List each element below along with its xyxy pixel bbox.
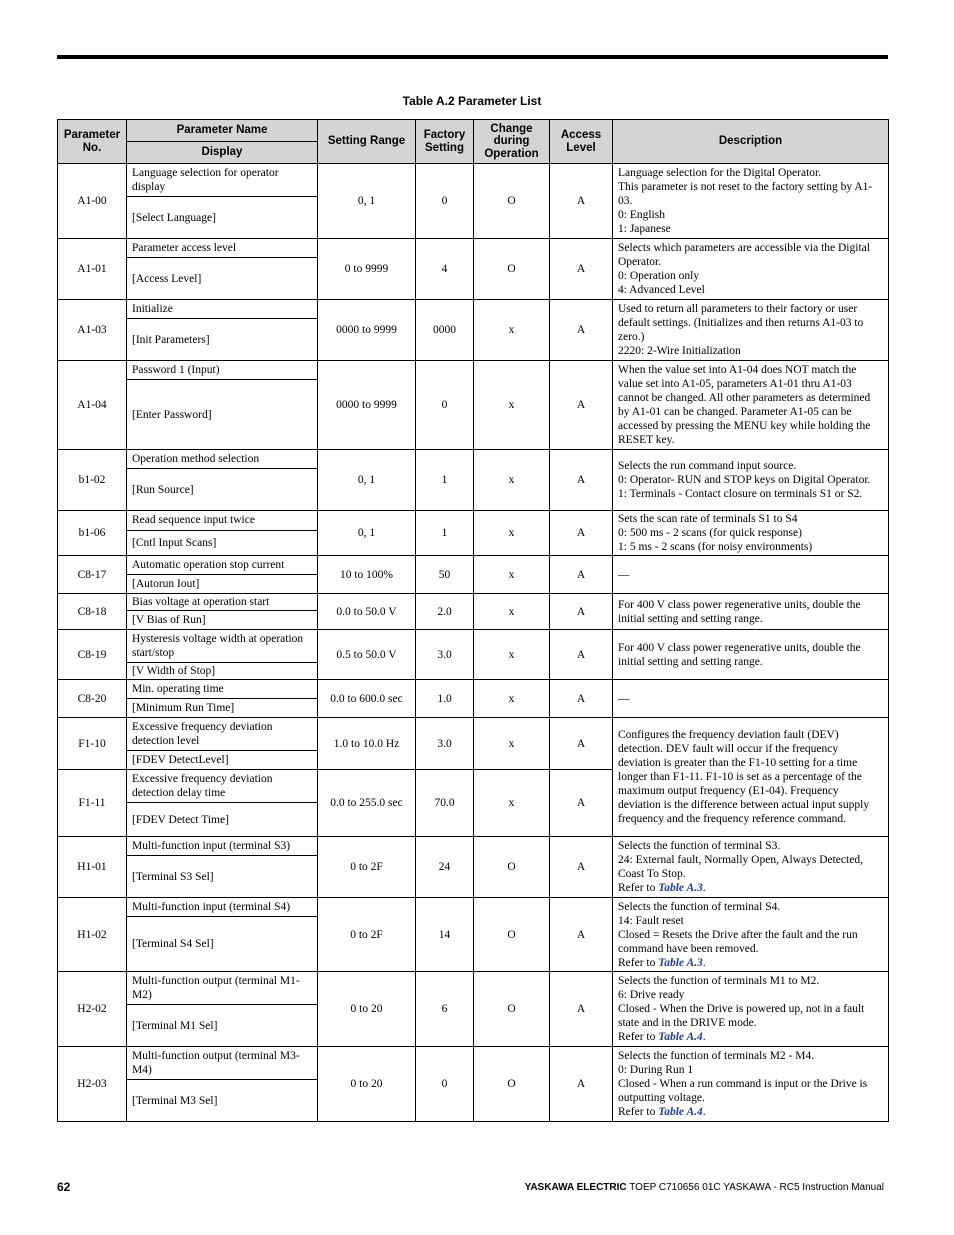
description-line: Selects the function of terminal S4. — [618, 900, 781, 913]
change-during-operation: x — [474, 680, 550, 718]
param-name: Initialize — [127, 300, 318, 319]
param-no: b1-06 — [58, 511, 127, 556]
factory-setting: 1.0 — [416, 680, 474, 718]
description-line: 4: Advanced Level — [618, 284, 705, 296]
change-during-operation: O — [474, 898, 550, 972]
table-title: Table A.2 Parameter List — [402, 94, 542, 108]
access-level: A — [550, 680, 613, 718]
table-ref-link[interactable]: Table A.4 — [658, 1106, 703, 1118]
setting-range: 1.0 to 10.0 Hz — [318, 718, 416, 770]
param-name: Hysteresis voltage width at operation start/stop — [127, 630, 318, 663]
param-no: A1-01 — [58, 239, 127, 300]
param-name: Read sequence input twice — [127, 511, 318, 531]
setting-range: 0.0 to 50.0 V — [318, 594, 416, 630]
param-no: A1-00 — [58, 164, 127, 239]
access-level: A — [550, 1047, 613, 1122]
param-name: Multi-function input (terminal S4) — [127, 898, 318, 917]
parameter-table — [57, 119, 889, 1122]
param-name: Multi-function output (terminal M1-M2) — [127, 972, 318, 1005]
description-line: Sets the scan rate of terminals S1 to S4 — [618, 513, 798, 525]
access-level: A — [550, 556, 613, 594]
description-line: Selects the run command input source. — [618, 460, 797, 472]
description-line: 0: English — [618, 209, 665, 221]
header-display: Display — [127, 142, 318, 164]
change-during-operation: O — [474, 1047, 550, 1122]
param-display: [V Width of Stop] — [127, 663, 318, 680]
access-level: A — [550, 630, 613, 680]
param-display: [Cntl Input Scans] — [127, 530, 318, 555]
param-display: [Terminal S4 Sel] — [127, 917, 318, 972]
param-display: [Terminal S3 Sel] — [127, 856, 318, 898]
param-no: C8-18 — [58, 594, 127, 630]
change-during-operation: O — [474, 239, 550, 300]
table-row — [58, 837, 889, 856]
description — [613, 837, 889, 898]
factory-setting: 14 — [416, 898, 474, 972]
table-row — [58, 511, 889, 531]
description — [613, 630, 889, 680]
param-display: [Select Language] — [127, 197, 318, 239]
description-line: Selects which parameters are accessible via the Digital Operator. — [618, 242, 870, 268]
param-no: A1-04 — [58, 361, 127, 450]
param-display: [Autorun Iout] — [127, 575, 318, 594]
param-no: H2-03 — [58, 1047, 127, 1122]
description-ref-line — [618, 881, 883, 895]
table-ref-link[interactable]: Table A.4 — [658, 1031, 703, 1043]
top-rule — [57, 55, 888, 59]
description-line: 1: 5 ms - 2 scans (for noisy environments) — [618, 541, 813, 553]
change-during-operation: x — [474, 594, 550, 630]
factory-setting: 0 — [416, 1047, 474, 1122]
table-row — [58, 239, 889, 258]
ref-prefix: Refer to — [618, 882, 659, 894]
footer-doc-info — [525, 1182, 884, 1193]
description-line: Selects the function of terminal S3. — [618, 840, 781, 852]
param-name: Automatic operation stop current — [127, 556, 318, 575]
access-level: A — [550, 898, 613, 972]
table-row — [58, 594, 889, 611]
access-level: A — [550, 511, 613, 556]
factory-setting: 2.0 — [416, 594, 474, 630]
description-ref-line — [618, 1030, 883, 1044]
factory-setting: 0000 — [416, 300, 474, 361]
access-level: A — [550, 972, 613, 1047]
param-no: C8-17 — [58, 556, 127, 594]
factory-setting: 24 — [416, 837, 474, 898]
access-level: A — [550, 300, 613, 361]
ref-suffix: . — [702, 1106, 706, 1118]
change-during-operation: O — [474, 972, 550, 1047]
access-level: A — [550, 594, 613, 630]
param-display: [Run Source] — [127, 469, 318, 511]
description-line: Selects the function of terminals M2 - M4. — [618, 1050, 815, 1062]
param-display: [Minimum Run Time] — [127, 699, 318, 718]
description-line: For 400 V class power regenerative units, double the initial setting and setting range. — [618, 598, 861, 625]
description-line: Closed = Resets the Drive after the fault and the run command have been removed. — [618, 928, 858, 955]
header-change-during-operation: Change during Operation — [474, 120, 550, 164]
footer-brand: YASKAWA ELECTRIC — [524, 1182, 627, 1193]
param-name: Excessive frequency deviation detection delay time — [127, 770, 318, 803]
param-no: b1-02 — [58, 450, 127, 511]
param-display: [Terminal M1 Sel] — [127, 1005, 318, 1047]
description — [613, 556, 889, 594]
setting-range: 0.5 to 50.0 V — [318, 630, 416, 680]
access-level: A — [550, 837, 613, 898]
table-ref-link[interactable]: Table A.3 — [658, 956, 703, 969]
table-row — [58, 972, 889, 1005]
param-no: H1-01 — [58, 837, 127, 898]
param-no: A1-03 — [58, 300, 127, 361]
setting-range: 0 to 20 — [318, 972, 416, 1047]
change-during-operation: x — [474, 556, 550, 594]
table-row — [58, 361, 889, 380]
ref-prefix: Refer to — [618, 1031, 659, 1043]
param-display: [Terminal M3 Sel] — [127, 1080, 318, 1122]
description — [613, 164, 889, 239]
setting-range: 0000 to 9999 — [318, 300, 416, 361]
access-level: A — [550, 718, 613, 770]
factory-setting: 1 — [416, 450, 474, 511]
change-during-operation: x — [474, 511, 550, 556]
param-name: Excessive frequency deviation detection level — [127, 718, 318, 751]
param-name: Parameter access level — [127, 239, 318, 258]
description-line: 24: External fault, Normally Open, Always Detected, Coast To Stop. — [618, 854, 863, 880]
table-row — [58, 556, 889, 575]
param-name: Bias voltage at operation start — [127, 594, 318, 611]
table-body — [58, 164, 889, 1122]
factory-setting: 3.0 — [416, 630, 474, 680]
table-row — [58, 680, 889, 699]
description-line: — — [618, 692, 630, 705]
param-no: H2-02 — [58, 972, 127, 1047]
param-display: [Init Parameters] — [127, 319, 318, 361]
description-line: — — [618, 568, 630, 581]
description-line: 0: 500 ms - 2 scans (for quick response) — [618, 527, 802, 539]
factory-setting: 3.0 — [416, 718, 474, 770]
factory-setting: 1 — [416, 511, 474, 556]
setting-range: 0 to 9999 — [318, 239, 416, 300]
description-line: 0: Operation only — [618, 270, 700, 282]
description-line: 1: Japanese — [618, 223, 671, 235]
factory-setting: 70.0 — [416, 770, 474, 837]
param-name: Language selection for operator display — [127, 164, 318, 197]
access-level: A — [550, 770, 613, 837]
access-level: A — [550, 450, 613, 511]
param-display: [FDEV Detect Time] — [127, 803, 318, 837]
header-factory-setting: Factory Setting — [416, 120, 474, 164]
change-during-operation: O — [474, 837, 550, 898]
description-line: 6: Drive ready — [618, 989, 685, 1001]
access-level: A — [550, 164, 613, 239]
header-description: Description — [613, 120, 889, 164]
param-display: [FDEV DetectLevel] — [127, 751, 318, 770]
description-line: 0: During Run 1 — [618, 1064, 694, 1076]
description-line: When the value set into A1-04 does NOT match the value set into A1-05, parameters A1-01 thru A1-03 cannot be changed. All other parameters as determined by A1-01 can be changed. Parameter A1-05 can be accessed by pressing the MENU key while holding the RESET key. — [618, 364, 871, 446]
setting-range: 10 to 100% — [318, 556, 416, 594]
description — [613, 680, 889, 718]
change-during-operation: x — [474, 300, 550, 361]
description-ref-line — [618, 956, 883, 970]
setting-range: 0 to 2F — [318, 898, 416, 972]
setting-range: 0 to 2F — [318, 837, 416, 898]
description-line: Closed - When a run command is input or the Drive is outputting voltage. — [618, 1078, 868, 1104]
table-row — [58, 450, 889, 469]
ref-prefix: Refer to — [618, 1106, 659, 1118]
description — [613, 450, 889, 511]
table-row — [58, 630, 889, 663]
ref-prefix: Refer to — [618, 956, 659, 969]
description-line: Closed - When the Drive is powered up, not in a fault state and in the DRIVE mode. — [618, 1003, 865, 1029]
header-setting-range: Setting Range — [318, 120, 416, 164]
change-during-operation: O — [474, 164, 550, 239]
factory-setting: 4 — [416, 239, 474, 300]
description — [613, 1047, 889, 1122]
setting-range: 0 to 20 — [318, 1047, 416, 1122]
description-line: Language selection for the Digital Operator. — [618, 167, 822, 179]
param-no: C8-20 — [58, 680, 127, 718]
factory-setting: 6 — [416, 972, 474, 1047]
description — [613, 511, 889, 556]
access-level: A — [550, 361, 613, 450]
table-row — [58, 300, 889, 319]
param-no: F1-10 — [58, 718, 127, 770]
description — [613, 300, 889, 361]
page-number: 62 — [57, 1180, 71, 1194]
factory-setting: 0 — [416, 361, 474, 450]
param-no: C8-19 — [58, 630, 127, 680]
description-line: 14: Fault reset — [618, 914, 684, 927]
param-name: Password 1 (Input) — [127, 361, 318, 380]
change-during-operation: x — [474, 450, 550, 511]
description-line: 0: Operator- RUN and STOP keys on Digital Operator. — [618, 474, 871, 486]
change-during-operation: x — [474, 718, 550, 770]
header-access-level: Access Level — [550, 120, 613, 164]
setting-range: 0, 1 — [318, 511, 416, 556]
table-ref-link[interactable]: Table A.3 — [658, 882, 703, 894]
param-display: [V Bias of Run] — [127, 611, 318, 630]
factory-setting: 50 — [416, 556, 474, 594]
change-during-operation: x — [474, 770, 550, 837]
param-name: Multi-function input (terminal S3) — [127, 837, 318, 856]
param-name: Multi-function output (terminal M3-M4) — [127, 1047, 318, 1080]
ref-suffix: . — [702, 1031, 706, 1043]
description-line: This parameter is not reset to the factory setting by A1-03. — [618, 181, 873, 207]
table-row — [58, 898, 889, 917]
description — [613, 972, 889, 1047]
factory-setting: 0 — [416, 164, 474, 239]
setting-range: 0, 1 — [318, 450, 416, 511]
setting-range: 0.0 to 600.0 sec — [318, 680, 416, 718]
description-line: For 400 V class power regenerative units, double the initial setting and setting range. — [618, 641, 861, 668]
param-display: [Enter Password] — [127, 380, 318, 450]
footer-doc: TOEP C710656 01C YASKAWA - RC5 Instruction Manual — [626, 1182, 884, 1193]
description — [613, 361, 889, 450]
param-no: H1-02 — [58, 898, 127, 972]
table-row — [58, 718, 889, 751]
description — [613, 239, 889, 300]
setting-range: 0, 1 — [318, 164, 416, 239]
description — [613, 898, 889, 972]
description-shared: Configures the frequency deviation fault (DEV) detection. DEV fault will occur if the frequency deviation is greater than the F1-10 setting for a time longer than F1-11. F1-10 is set as a percentage of the maximum output frequency (E1-04). Frequency deviation is the difference between actual input supply frequency and the frequency reference command. — [613, 718, 889, 837]
setting-range: 0.0 to 255.0 sec — [318, 770, 416, 837]
setting-range: 0000 to 9999 — [318, 361, 416, 450]
header-param-name: Parameter Name — [127, 120, 318, 142]
description-line: Used to return all parameters to their factory or user default settings. (Initializes and then returns A1-03 to zero.) — [618, 303, 864, 343]
table-row — [58, 164, 889, 197]
ref-suffix: . — [702, 882, 706, 894]
ref-suffix: . — [702, 956, 706, 969]
table-row — [58, 1047, 889, 1080]
description-ref-line — [618, 1105, 883, 1119]
change-during-operation: x — [474, 630, 550, 680]
description — [613, 594, 889, 630]
change-during-operation: x — [474, 361, 550, 450]
param-no: F1-11 — [58, 770, 127, 837]
access-level: A — [550, 239, 613, 300]
header-param-no: Parameter No. — [58, 120, 127, 164]
description-line: 2220: 2-Wire Initialization — [618, 345, 741, 357]
param-display: [Access Level] — [127, 258, 318, 300]
description-line: Selects the function of terminals M1 to M2. — [618, 975, 820, 987]
param-name: Operation method selection — [127, 450, 318, 469]
param-name: Min. operating time — [127, 680, 318, 699]
description-line: 1: Terminals - Contact closure on terminals S1 or S2. — [618, 488, 863, 500]
